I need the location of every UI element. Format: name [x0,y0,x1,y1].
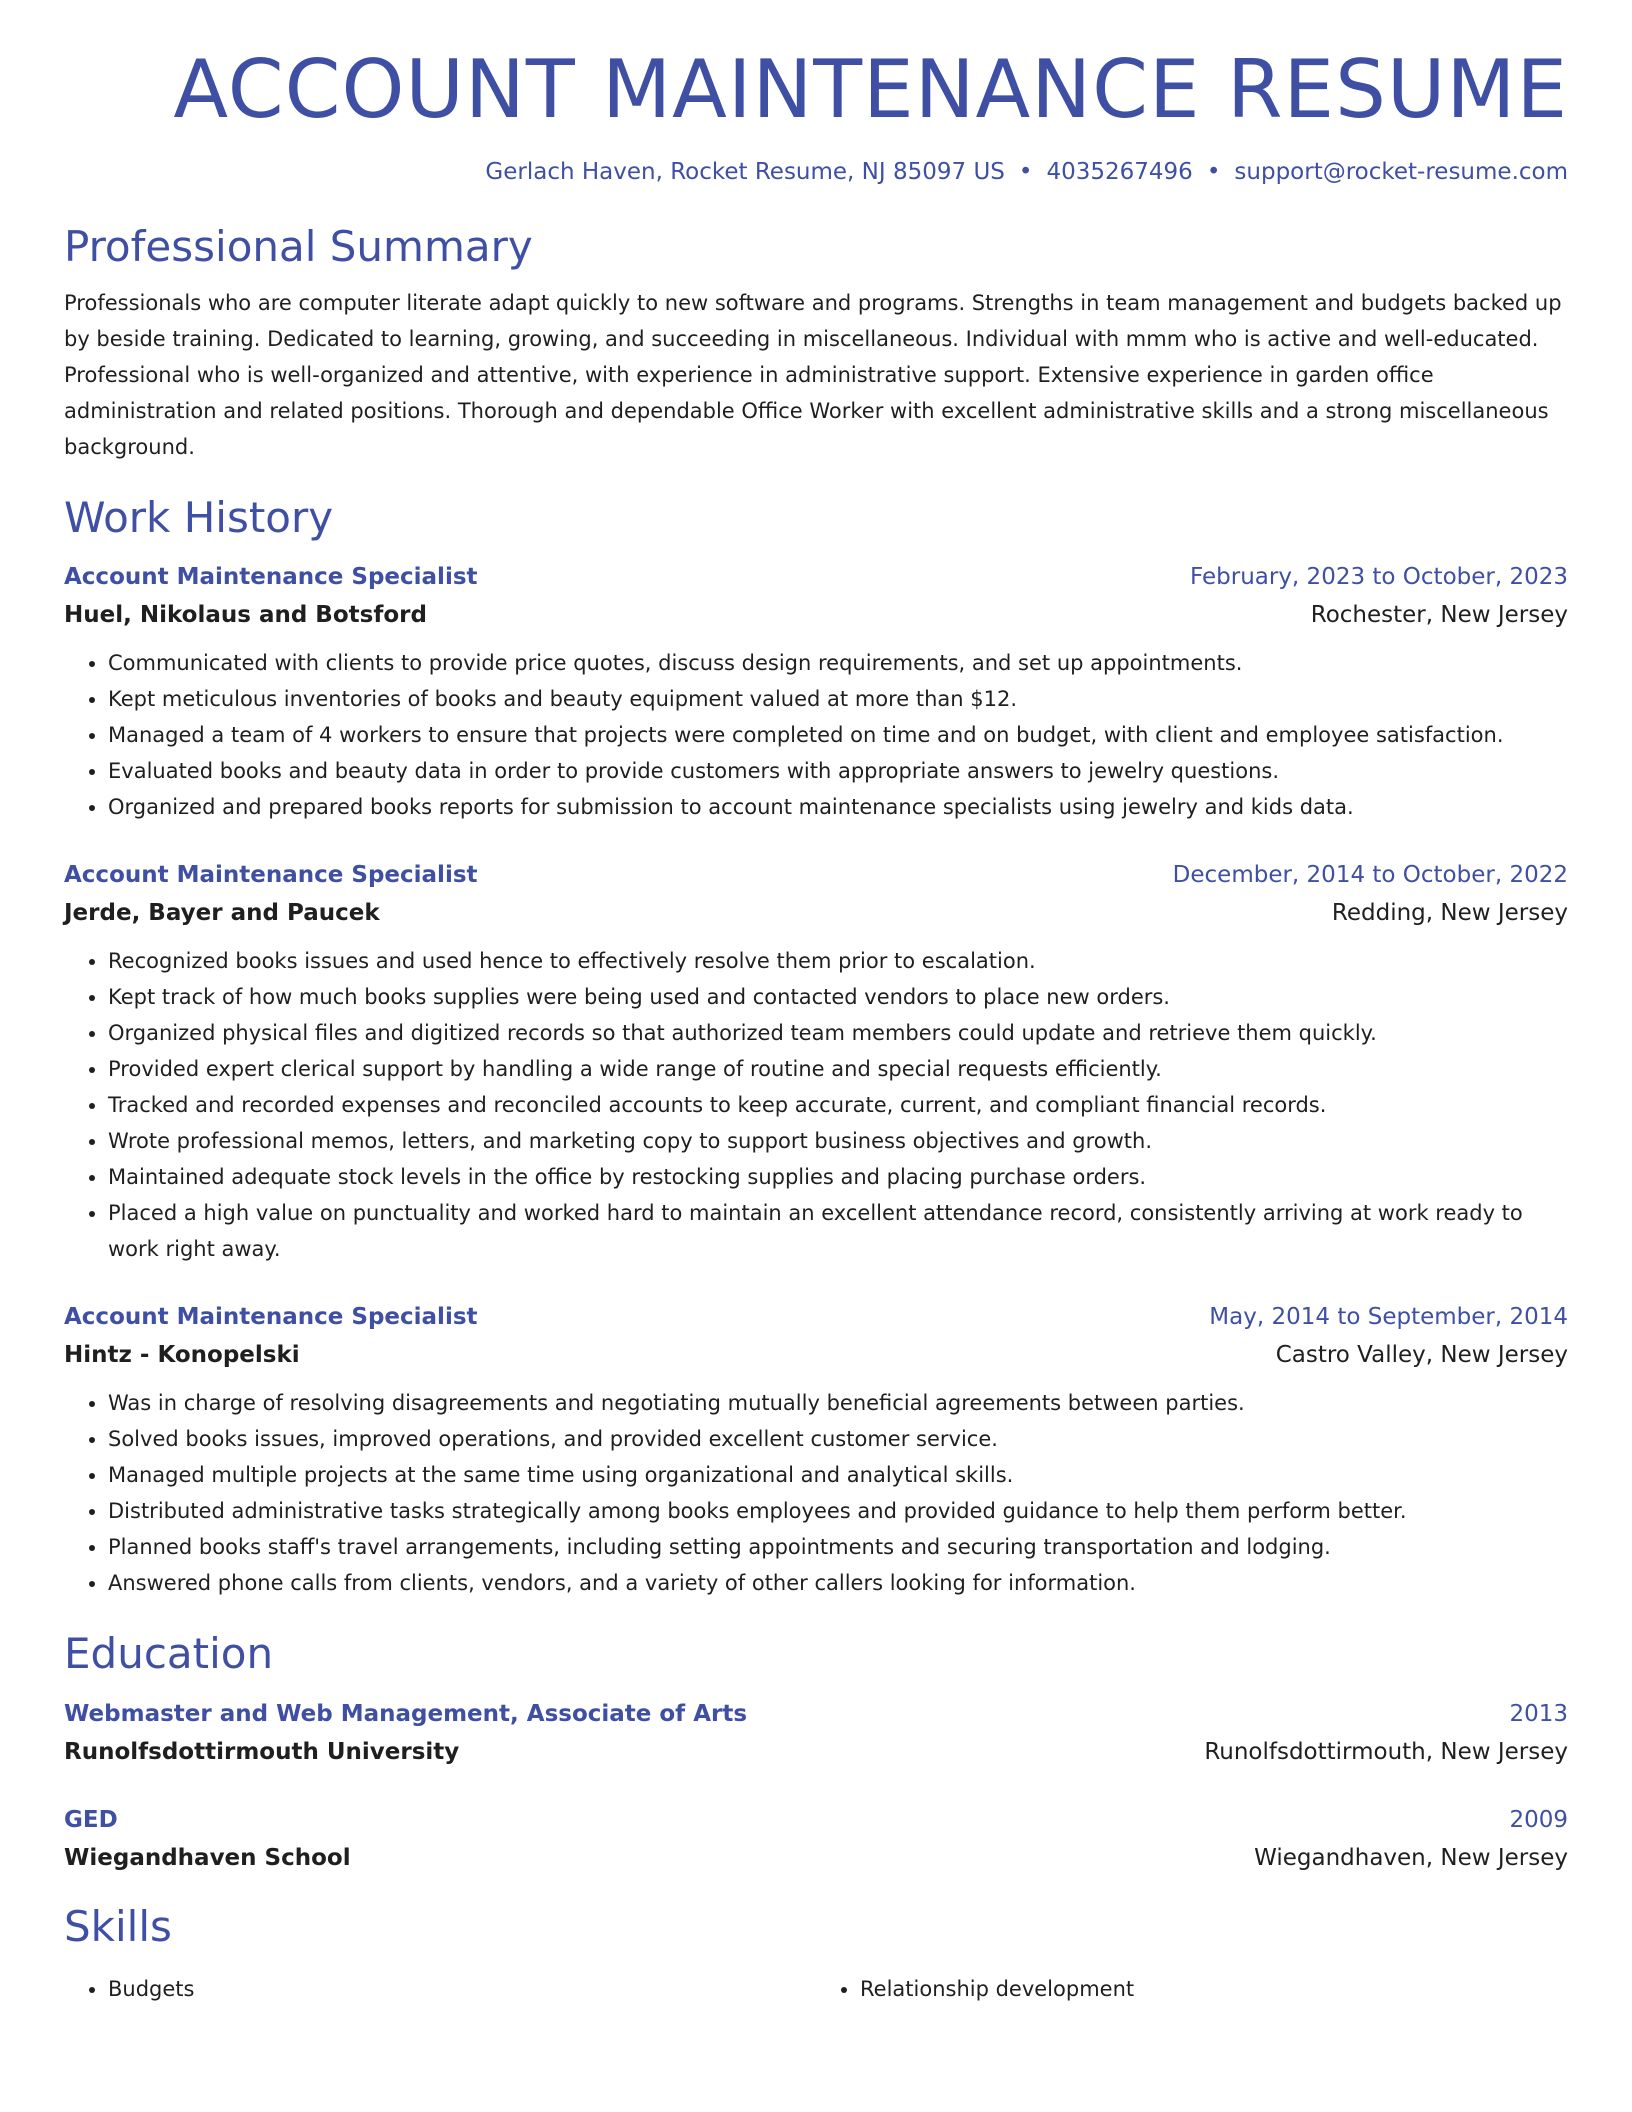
job-location: Redding, New Jersey [1331,900,1568,927]
section-title-summary: Professional Summary [64,222,533,272]
education-degree: GED [64,1806,118,1833]
job-dates: May, 2014 to September, 2014 [1209,1304,1568,1331]
education-year: 2009 [1509,1806,1568,1833]
resume-title: ACCOUNT MAINTENANCE RESUME [173,43,1568,136]
contact-separator: • [1206,159,1221,185]
list-item: • Placed a high value on punctuality and worked hard to maintain an excellent attendance record, consistently arriving at work ready to work right away. [108,1195,1568,1267]
list-item: • Kept track of how much books supplies were being used and contacted vendors to place new orders. [108,979,1568,1015]
education-school: Wiegandhaven School [64,1844,351,1871]
education-school: Runolfsdottirmouth University [64,1738,460,1765]
list-item: • Maintained adequate stock levels in the office by restocking supplies and placing purchase orders. [108,1159,1568,1195]
list-item: • Organized and prepared books reports for submission to account maintenance specialists using jewelry and kids data. [108,789,1568,825]
section-title-education: Education [64,1629,274,1679]
skills-column-left [64,1971,816,2007]
list-item: • Tracked and recorded expenses and reconciled accounts to keep accurate, current, and compliant financial records. [108,1087,1568,1123]
job-entry [64,1299,1568,1601]
job-bullets [64,1385,1568,1601]
education-degree: Webmaster and Web Management, Associate of Arts [64,1700,748,1727]
education-year: 2013 [1509,1700,1568,1727]
job-dates: February, 2023 to October, 2023 [1190,564,1568,591]
list-item: • Kept meticulous inventories of books and beauty equipment valued at more than $12. [108,681,1568,717]
list-item: • Evaluated books and beauty data in order to provide customers with appropriate answers to jewelry questions. [108,753,1568,789]
job-position: Account Maintenance Specialist [64,1304,478,1331]
job-position: Account Maintenance Specialist [64,862,478,889]
education-location: Wiegandhaven, New Jersey [1254,1844,1568,1871]
contact-address: Gerlach Haven, Rocket Resume, NJ 85097 US [485,159,1005,185]
contact-separator: • [1018,159,1033,185]
list-item: • Planned books staff's travel arrangements, including setting appointments and securing transportation and lodging. [108,1529,1568,1565]
contact-phone: 4035267496 [1046,159,1193,185]
job-dates: December, 2014 to October, 2022 [1172,862,1568,889]
education-entry [64,1696,1568,1772]
skills-column-right [816,1971,1568,2007]
job-position: Account Maintenance Specialist [64,564,478,591]
list-item: • Answered phone calls from clients, vendors, and a variety of other callers looking for information. [108,1565,1568,1601]
resume-page [64,40,1568,2007]
job-bullets [64,645,1568,825]
job-bullets [64,943,1568,1267]
education-location: Runolfsdottirmouth, New Jersey [1204,1738,1568,1765]
job-company: Jerde, Bayer and Paucek [64,900,380,927]
list-item: • Communicated with clients to provide price quotes, discuss design requirements, and set up appointments. [108,645,1568,681]
job-location: Rochester, New Jersey [1310,602,1568,629]
list-item: • Budgets [108,1971,816,2007]
list-item: • Was in charge of resolving disagreements and negotiating mutually beneficial agreements between parties. [108,1385,1568,1421]
list-item: • Solved books issues, improved operations, and provided excellent customer service. [108,1421,1568,1457]
contact-email: support@rocket-resume.com [1234,159,1568,185]
section-title-skills: Skills [64,1901,172,1951]
education-entry [64,1802,1568,1878]
list-item: • Distributed administrative tasks strategically among books employees and provided guidance to help them perform better. [108,1493,1568,1529]
job-entry [64,857,1568,1267]
skills-list [64,1961,1568,2007]
list-item: • Relationship development [860,1971,1568,2007]
summary-text: Professionals who are computer literate adapt quickly to new software and programs. Strengths in team management and budgets backed up by beside training. Dedicated to learning, growing, and succeeding in miscellaneous. Individual with mmm who is active and well-educated. Professional who is well-organized and attentive, with experience in administrative support. Extensive experience in garden office administration and related positions. Thorough and dependable Office Worker with excellent administrative skills and a strong miscellaneous background. [64,290,1562,459]
job-entry [64,559,1568,825]
contact-line [64,156,1568,188]
list-item: • Recognized books issues and used hence to effectively resolve them prior to escalation. [108,943,1568,979]
job-company: Hintz - Konopelski [64,1342,300,1369]
job-company: Huel, Nikolaus and Botsford [64,602,427,629]
list-item: • Wrote professional memos, letters, and marketing copy to support business objectives and growth. [108,1123,1568,1159]
list-item: • Managed a team of 4 workers to ensure that projects were completed on time and on budget, with client and employee satisfaction. [108,717,1568,753]
list-item: • Managed multiple projects at the same time using organizational and analytical skills. [108,1457,1568,1493]
list-item: • Organized physical files and digitized records so that authorized team members could update and retrieve them quickly. [108,1015,1568,1051]
job-location: Castro Valley, New Jersey [1275,1342,1568,1369]
list-item: • Provided expert clerical support by handling a wide range of routine and special requests efficiently. [108,1051,1568,1087]
section-title-work-history: Work History [64,492,334,542]
